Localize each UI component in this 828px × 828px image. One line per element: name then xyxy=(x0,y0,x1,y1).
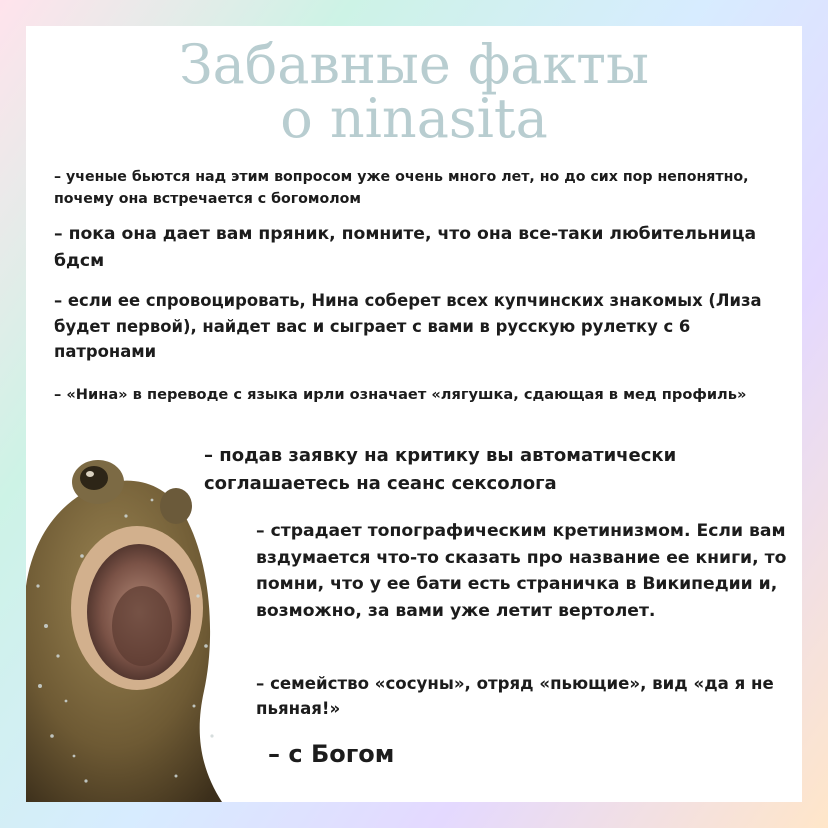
title-line-1: Забавные факты xyxy=(178,33,650,96)
fact-4: – «Нина» в переводе с языка ирли означает «лягушка, сдающая в мед профиль» xyxy=(54,386,747,403)
fact-7: – семейство «сосуны», отряд «пьющие», вид «да я не пьяная!» xyxy=(256,674,774,718)
fact-1: – ученые бьются над этим вопросом уже очень много лет, но до сих пор непонятно, почему она встречается с богомолом xyxy=(54,169,749,207)
screaming-fish-image xyxy=(26,436,256,802)
fact-5: – подав заявку на критику вы автоматически соглашаетесь на сеанс сексолога xyxy=(204,445,677,494)
fact-8: – с Богом xyxy=(268,740,395,768)
page-title xyxy=(26,33,802,150)
title-line-2: о ninasita xyxy=(280,87,548,150)
card xyxy=(26,26,802,802)
fact-2: – пока она дает вам пряник, помните, что она все-таки любительница бдсм xyxy=(54,224,757,271)
fact-6: – страдает топографическим кретинизмом. Если вам вздумается что-то сказать про название ее книги, то помни, что у ее бати есть страничка в Википедии и, возможно, за вами уже летит вертолет. xyxy=(256,521,787,621)
fact-3: – если ее спровоцировать, Нина соберет всех купчинских знакомых (Лиза будет первой), найдет вас и сыграет с вами в русскую рулетку с 6 патронами xyxy=(54,291,762,361)
